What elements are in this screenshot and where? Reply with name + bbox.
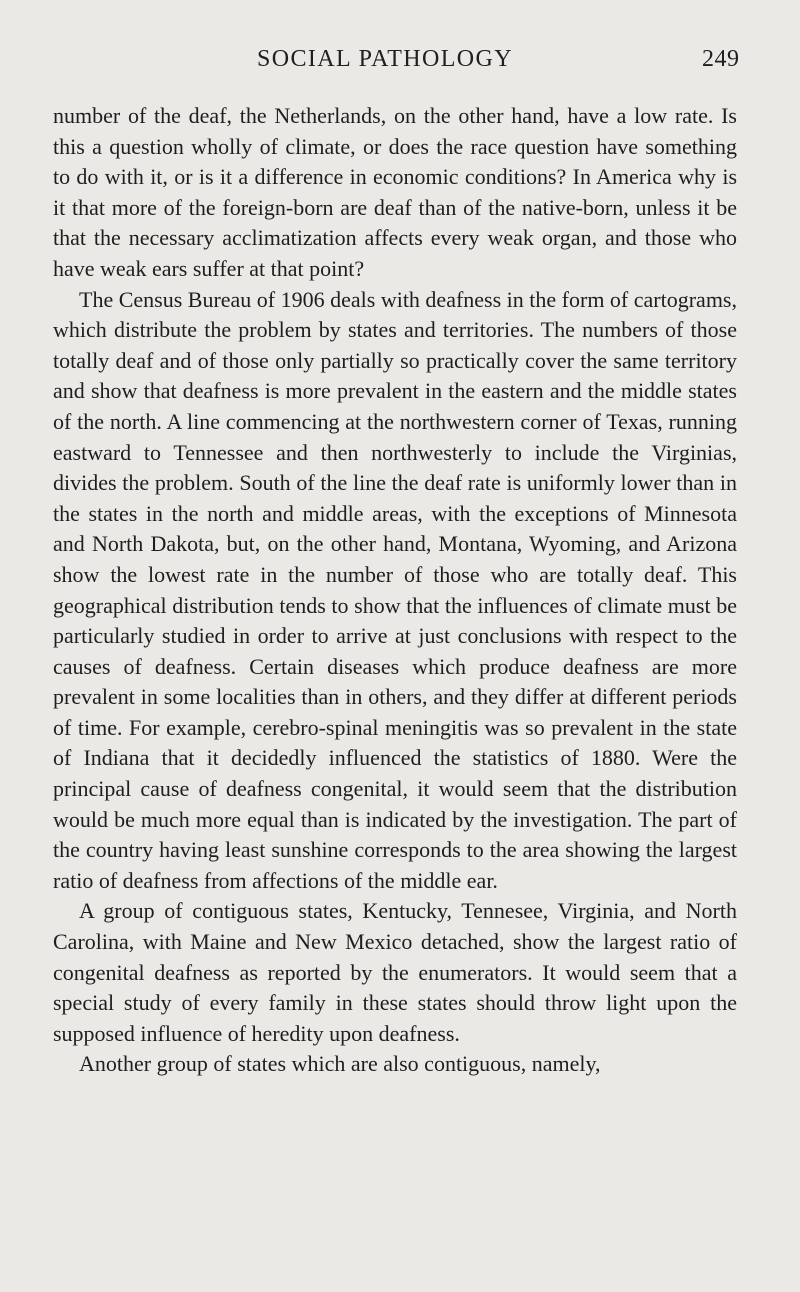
- running-title: SOCIAL PATHOLOGY: [257, 46, 513, 72]
- paragraph-3: A group of contiguous states, Kentucky, Tennesee, Virginia, and North Carolina, with Maine and New Mexico detached, show the largest ratio of congenital deafness as reported by the enumerators. It would seem that a special study of every family in these states should throw light upon the supposed influence of heredity upon deafness.: [53, 898, 737, 1046]
- paragraph-4: Another group of states which are also contiguous, namely,: [79, 1051, 601, 1077]
- page-body: [53, 101, 737, 1080]
- running-head: [0, 46, 800, 86]
- paragraph-1: number of the deaf, the Netherlands, on the other hand, have a low rate. Is this a question wholly of climate, or does the race question have something to do with it, or is it a difference in economic conditions? In America why is it that more of the foreign-born are deaf than of the native-born, unless it be that the necessary acclimatization affects every weak organ, and those who have weak ears suffer at that point?: [53, 103, 737, 281]
- paragraph-2: The Census Bureau of 1906 deals with deafness in the form of cartograms, which distribute the problem by states and territories. The numbers of those totally deaf and of those only partially so practically cover the same territory and show that deafness is more prevalent in the eastern and the middle states of the north. A line commencing at the northwestern corner of Texas, running eastward to Tennessee and then northwesterly to include the Virginias, divides the problem. South of the line the deaf rate is uniformly lower than in the states in the north and middle areas, with the exceptions of Minnesota and North Dakota, but, on the other hand, Montana, Wyoming, and Arizona show the lowest rate in the number of those who are totally deaf. This geographical distribution tends to show that the influences of climate must be particularly studied in order to arrive at just conclusions with respect to the causes of deafness. Certain diseases which produce deafness are more prevalent in some localities than in others, and they differ at different periods of time. For example, cerebro-spinal meningitis was so prevalent in the state of Indiana that it decidedly influenced the statistics of 1880. Were the principal cause of deafness congenital, it would seem that the distribution would be much more equal than is indicated by the investigation. The part of the country having least sunshine corresponds to the area showing the largest ratio of deafness from affections of the middle ear.: [53, 286, 737, 893]
- page-number: 249: [702, 46, 740, 72]
